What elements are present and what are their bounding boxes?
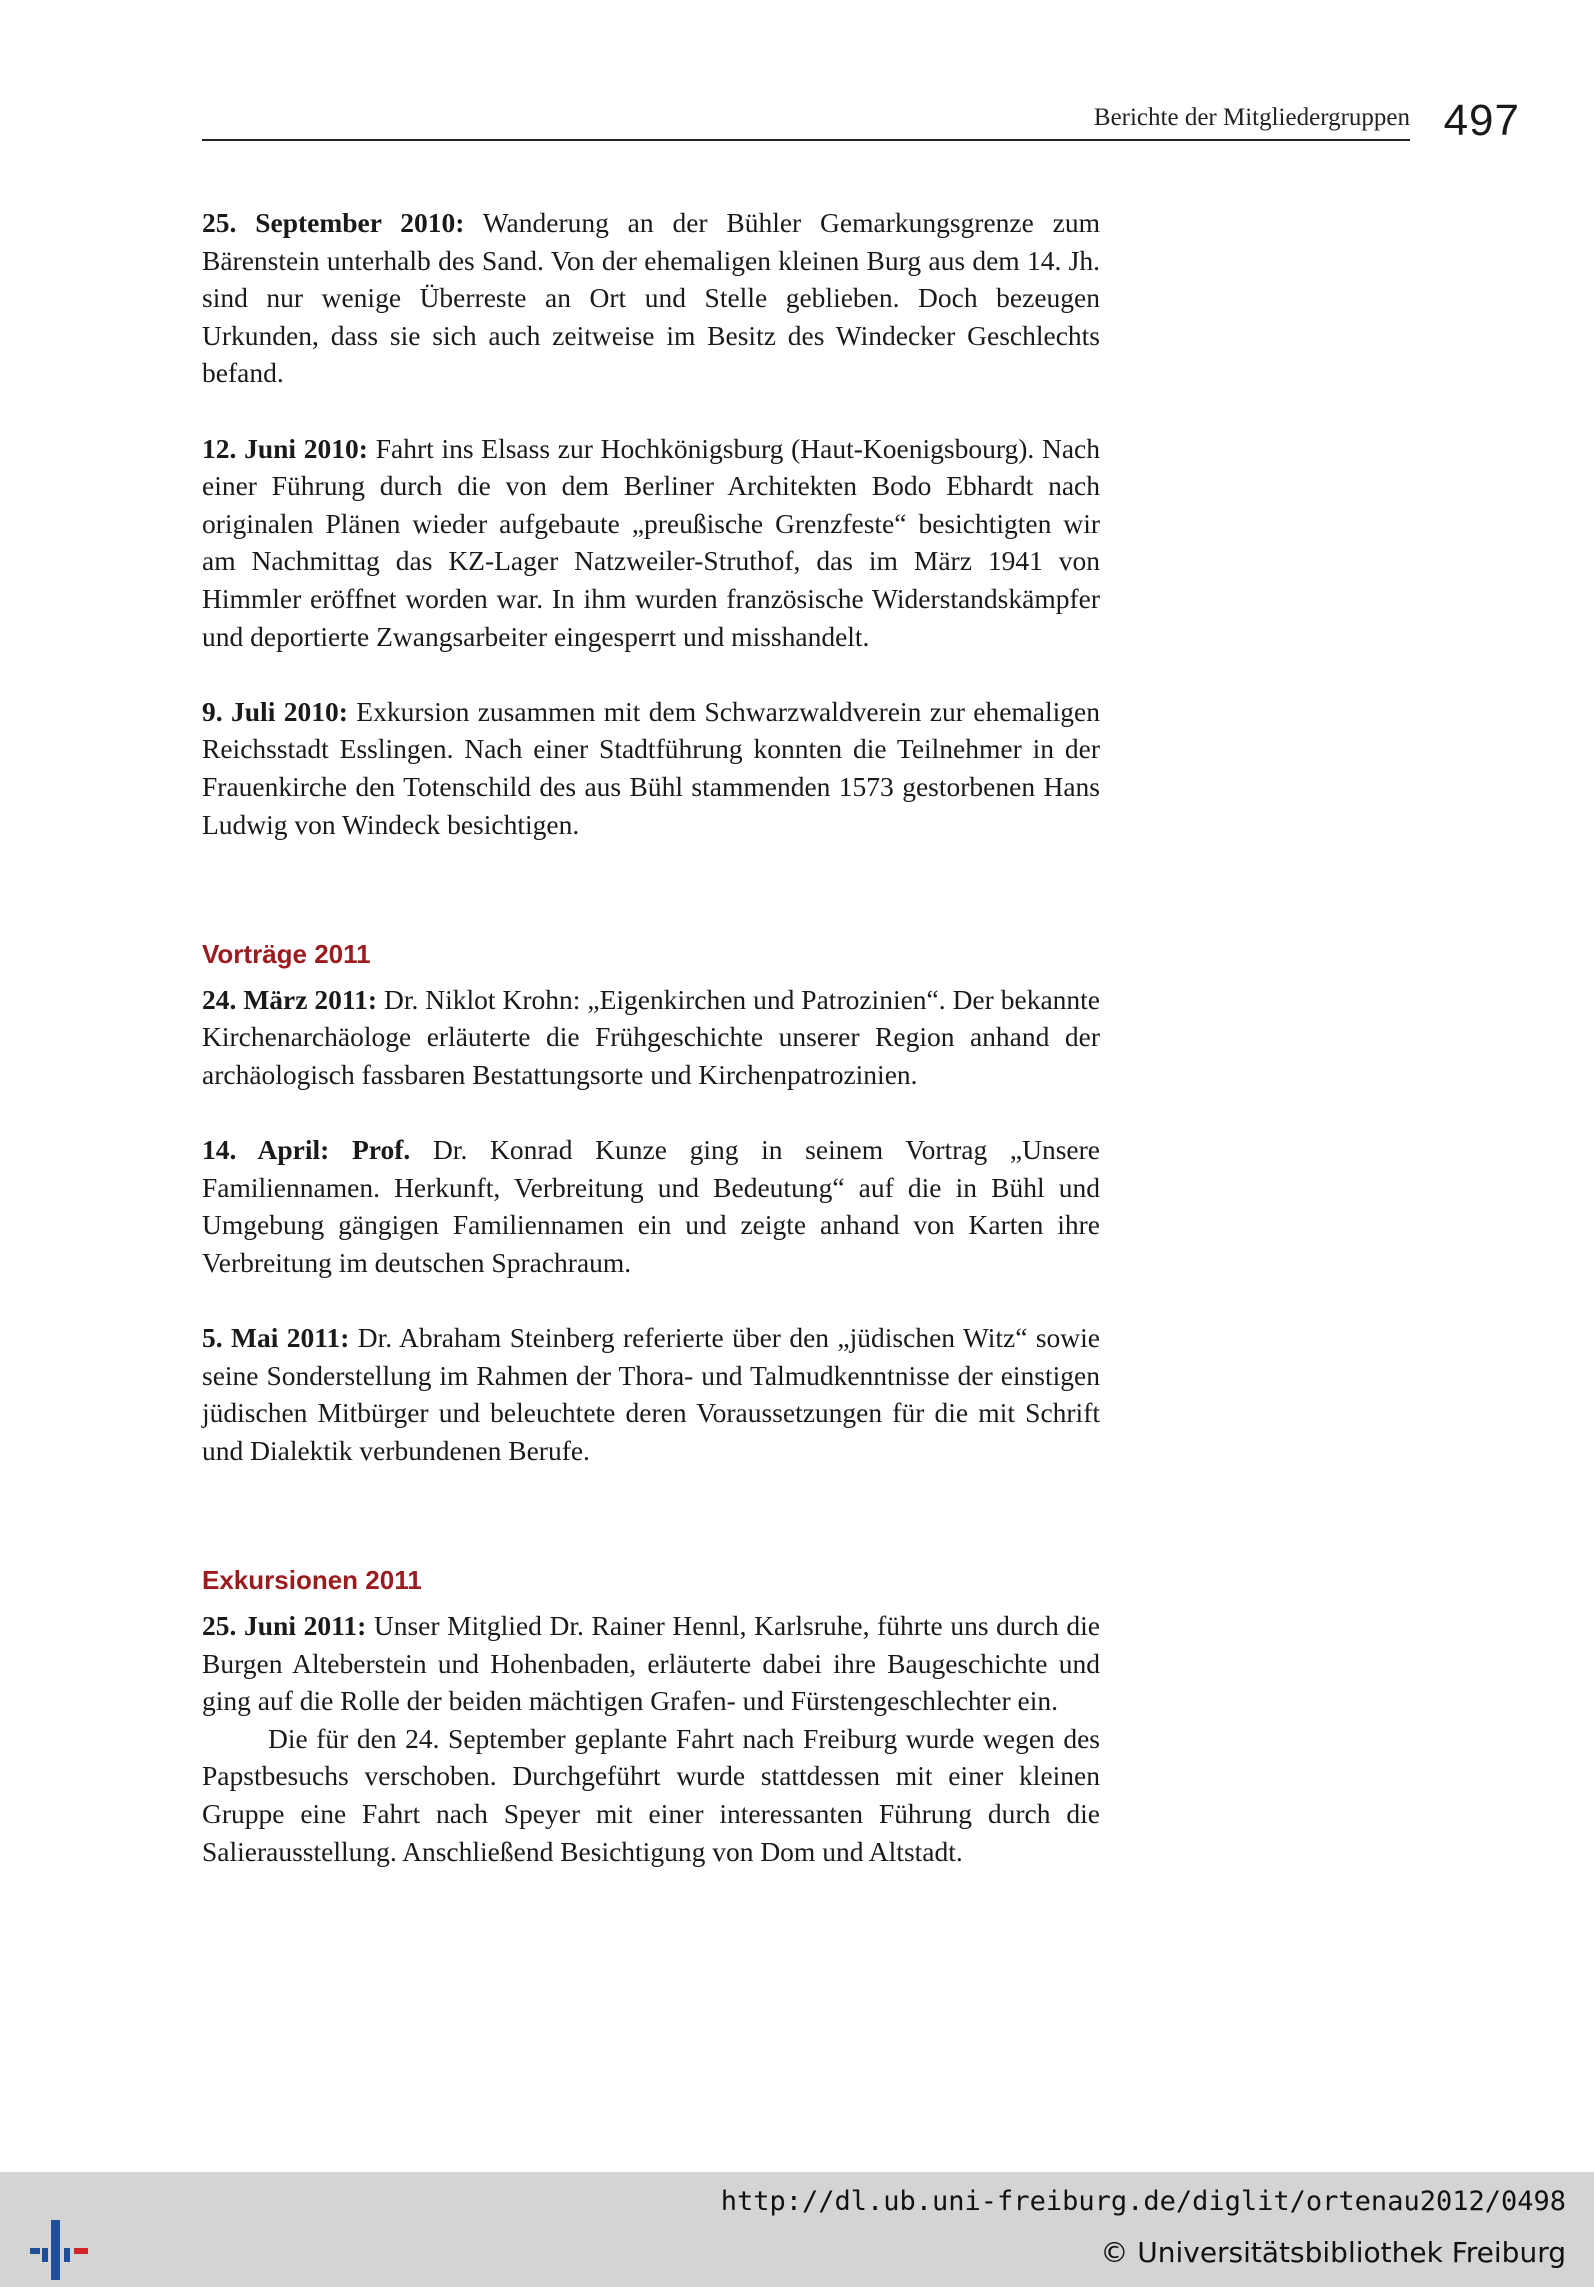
excursion-entry-june <box>202 1607 1100 1720</box>
entry-2010-september <box>202 204 1100 392</box>
excursion-paragraph: Die für den 24. September geplante Fahrt nach Freiburg wurde wegen des Papstbesuchs verschoben. Durchgeführt wurde stattdessen mit einer kleinen Gruppe eine Fahrt nach Speyer mit einer interessanten Führung durch die Salierausstellung. Anschließend Besichtigung von Dom und Altstadt. <box>202 1722 1100 1867</box>
entry-date: 12. Juni 2010: <box>202 432 368 464</box>
lecture-entry-april <box>202 1131 1100 1281</box>
entry-date: 25. Juni 2011: <box>202 1610 367 1641</box>
entry-text: Fahrt ins Elsass zur Hochkönigsburg (Haut-Koenigsbourg). Nach einer Führung durch die von dem Berliner Architekten Bodo Ebhardt nach originalen Plänen wieder aufgebaute „preußische Grenzfeste“ besichtigten wir am Nachmittag das KZ-Lager Natzweiler-Struthof, das im März 1941 von Himmler eröffnet worden war. In ihm wurden französische Widerstandskämpfer und deportierte Zwangsarbeiter eingesperrt und misshandelt. <box>202 432 1101 652</box>
footer-copyright: © Universitätsbibliothek Freiburg <box>1100 2236 1566 2269</box>
library-logo-icon <box>20 2212 100 2282</box>
entry-text: Dr. Abraham Steinberg referierte über den „jüdischen Witz“ sowie seine Sonderstellung im Rahmen der Thora- und Talmudkenntnisse der einstigen jüdischen Mitbürger und beleuchtete deren Voraussetzungen für die mit Schrift und Dialektik verbundenen Berufe. <box>202 1322 1100 1466</box>
section-heading-vortraege: Vorträge 2011 <box>202 938 371 969</box>
entry-2010-july <box>202 693 1100 843</box>
entry-text: Wanderung an der Bühler Gemarkungsgrenze zum Bärenstein unterhalb des Sand. Von der ehemaligen kleinen Burg aus dem 14. Jh. sind nur wenige Überreste an Ort und Stelle geblieben. Doch bezeugen Urkunden, dass sie sich auch zeitweise im Besitz des Windecker Geschlechts befand. <box>202 207 1100 389</box>
footer-bar <box>0 2172 1594 2287</box>
logo-bar-mid <box>42 2248 48 2262</box>
running-header-title: Berichte der Mitgliedergruppen <box>1093 104 1410 131</box>
entry-text: Unser Mitglied Dr. Rainer Hennl, Karlsruhe, führte uns durch die Burgen Alteberstein und Hohenbaden, erläuterte dabei ihre Baugeschichte und ging auf die Rolle der beiden mächtigen Grafen- und Fürstengeschlechter ein. <box>202 1610 1101 1717</box>
page-number: 497 <box>1443 96 1520 145</box>
section-heading-exkursionen: Exkursionen 2011 <box>202 1565 422 1595</box>
entry-text: Dr. Niklot Krohn: „Eigenkirchen und Patrozinien“. Der bekannte Kirchenarchäologe erläuterte die Frühgeschichte unserer Region anhand der archäologisch fassbaren Bestattungsorte und Kirchenpatrozinien. <box>202 983 1100 1090</box>
page-header <box>202 96 1520 145</box>
section-spacer <box>202 881 1100 937</box>
entry-date: 25. September 2010: <box>202 207 465 238</box>
entry-date: 9. Juli 2010: <box>202 695 348 727</box>
page-body <box>202 204 1100 1870</box>
footer-url-link[interactable]: http://dl.ub.uni-freiburg.de/diglit/ortenau2012/0498 <box>720 2186 1566 2217</box>
entry-date: 24. März 2011: <box>202 983 378 1015</box>
lecture-entry-may <box>202 1319 1100 1469</box>
entry-2010-june <box>202 430 1100 656</box>
entry-date: 14. April: Prof. <box>202 1134 411 1166</box>
logo-bar-center <box>51 2220 60 2280</box>
logo-bar-right <box>64 2248 70 2262</box>
section-spacer <box>202 1507 1100 1563</box>
logo-bar-red <box>74 2248 88 2254</box>
lecture-entry-march <box>202 981 1100 1094</box>
entry-text: Dr. Konrad Kunze ging in seinem Vortrag „Unsere Familiennamen. Herkunft, Verbreitung und Bedeutung“ auf die in Bühl und Umgebung gängigen Familiennamen ein und zeigte anhand von Karten ihre Verbreitung im deutschen Sprachraum. <box>202 1134 1100 1278</box>
logo-bar-left <box>30 2248 40 2254</box>
entry-date: 5. Mai 2011: <box>202 1322 350 1354</box>
entry-text: Exkursion zusammen mit dem Schwarzwaldverein zur ehemaligen Reichsstadt Esslingen. Nach einer Stadtführung konnten die Teilnehmer in der Frauenkirche den Totenschild des aus Bühl stammenden 1573 gestorbenen Hans Ludwig von Windeck besichtigen. <box>202 695 1100 840</box>
header-rule <box>202 139 1410 141</box>
